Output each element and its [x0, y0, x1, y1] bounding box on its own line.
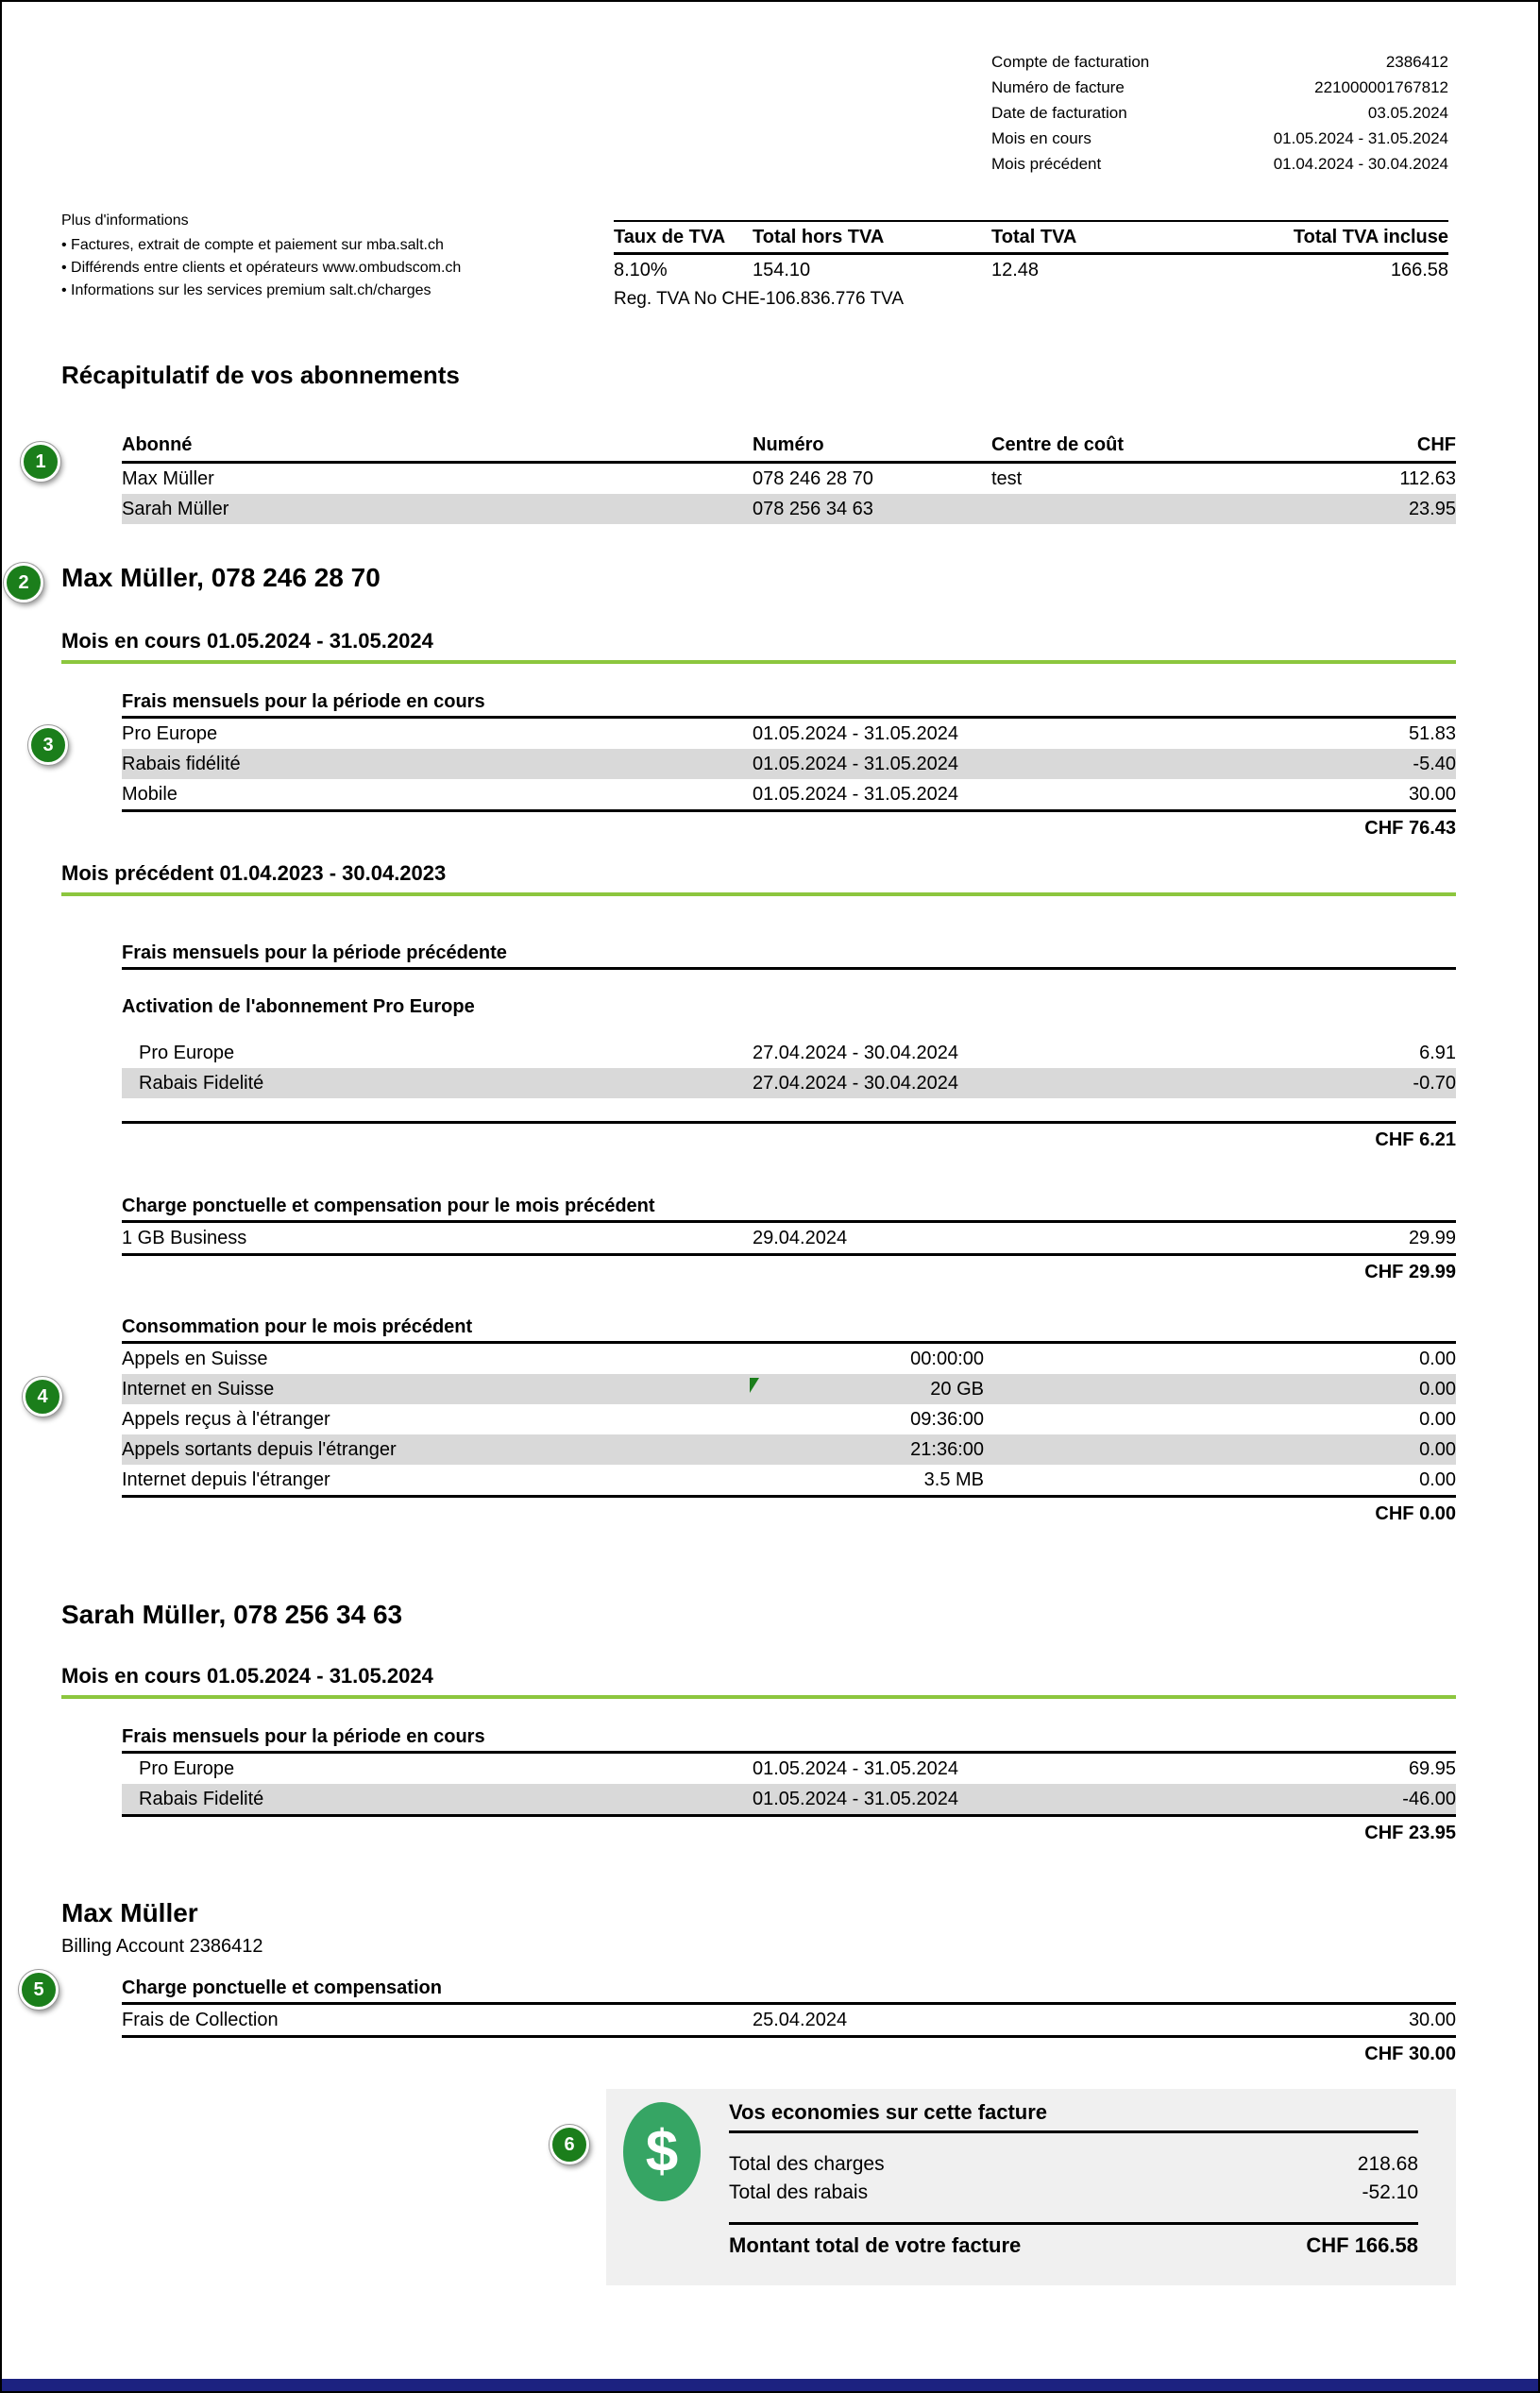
spacer	[729, 2133, 1418, 2150]
vat-col-incl: Total TVA incluse	[1293, 227, 1448, 247]
table-total: CHF 29.99	[1364, 1262, 1456, 1282]
subscriber-name: Max Müller	[122, 468, 214, 489]
usage-label: Internet en Suisse	[122, 1379, 275, 1400]
summary-table	[122, 429, 1456, 524]
charge-date: 25.04.2024	[753, 2010, 848, 2030]
table-row	[122, 749, 1456, 779]
table-row	[122, 1038, 1456, 1068]
usage-value: 21:36:00	[910, 1439, 984, 1460]
annotation-badge-2: 2	[4, 563, 43, 602]
summary-header-row	[122, 429, 1456, 464]
subscriber-cost-center	[991, 494, 1295, 524]
usage-value: 20 GB	[930, 1379, 984, 1400]
billing-header-row	[991, 151, 1448, 177]
invoice-number-label: Numéro de facture	[991, 78, 1125, 96]
usage-label: Appels reçus à l'étranger	[122, 1409, 330, 1430]
table-total: CHF 0.00	[1375, 1503, 1456, 1524]
table-header: Charge ponctuelle et compensation	[122, 1974, 1456, 2005]
annotation-badge-3: 3	[28, 725, 68, 765]
subscriber-number: 078 246 28 70	[753, 468, 873, 489]
usage-value: 09:36:00	[910, 1409, 984, 1430]
table-total: CHF 6.21	[1375, 1129, 1456, 1150]
charges-total-amount: 218.68	[1357, 2153, 1418, 2175]
subscriber-amount: 112.63	[1399, 468, 1456, 489]
billing-header	[991, 49, 1448, 177]
fee-amount: 30.00	[1408, 784, 1456, 805]
subscriber-amount: 23.95	[1408, 499, 1456, 519]
invoice-total-label: Montant total de votre facture	[729, 2233, 1022, 2257]
discounts-total-label: Total des rabais	[729, 2181, 869, 2203]
charge-date: 29.04.2024	[753, 1228, 848, 1248]
more-info-bullet: • Informations sur les services premium salt.ch/charges	[61, 280, 590, 302]
fee-amount: 6.91	[1419, 1043, 1456, 1063]
current-month-heading: Mois en cours 01.05.2024 - 31.05.2024	[61, 629, 433, 653]
more-info-bullet: • Différends entre clients et opérateurs www.ombudscom.ch	[61, 257, 590, 280]
table-row	[122, 719, 1456, 749]
annotation-badge-6: 6	[550, 2125, 589, 2164]
table-total: CHF 30.00	[1364, 2044, 1456, 2064]
table-row	[122, 1344, 1456, 1374]
table-header: Consommation pour le mois précédent	[122, 1313, 1456, 1344]
fee-label: Pro Europe	[139, 1758, 235, 1779]
savings-row	[729, 2179, 1418, 2207]
fee-amount: 69.95	[1408, 1758, 1456, 1779]
invoice-number-value: 221000001767812	[1314, 78, 1448, 96]
vat-total-excl: 154.10	[753, 260, 811, 280]
summary-col-amount: CHF	[1416, 434, 1456, 455]
savings-box	[606, 2089, 1456, 2285]
fee-label: Pro Europe	[122, 723, 218, 744]
current-month-heading: Mois en cours 01.05.2024 - 31.05.2024	[61, 1664, 433, 1688]
sarah-current-month-heading-block	[61, 1664, 1456, 1699]
previous-month-heading: Mois précédent 01.04.2023 - 30.04.2023	[61, 861, 447, 885]
table-row	[122, 1434, 1456, 1465]
billing-header-row	[991, 126, 1448, 151]
fee-amount: -0.70	[1413, 1073, 1456, 1094]
usage-label: Internet depuis l'étranger	[122, 1469, 330, 1490]
account-one-time-charge-table	[122, 1974, 1456, 2070]
usage-label: Appels en Suisse	[122, 1349, 268, 1369]
previous-one-time-charge-table	[122, 1192, 1456, 1288]
fee-period: 01.05.2024 - 31.05.2024	[753, 754, 958, 774]
fee-label: Rabais Fidelité	[139, 1789, 264, 1809]
annotation-badge-4: 4	[23, 1377, 62, 1417]
green-divider	[61, 892, 1456, 896]
charge-label: 1 GB Business	[122, 1228, 247, 1248]
invoice-date-value: 03.05.2024	[1367, 104, 1448, 122]
max-section-heading: Max Müller, 078 246 28 70	[61, 563, 381, 592]
green-divider	[61, 660, 1456, 664]
billing-header-row	[991, 75, 1448, 100]
fee-label: Rabais Fidelité	[139, 1073, 264, 1094]
table-total: CHF 76.43	[1364, 818, 1456, 839]
table-header: Frais mensuels pour la période précédente	[122, 939, 1456, 970]
vat-table	[614, 220, 1448, 314]
billing-header-row	[991, 49, 1448, 75]
invoice-total-amount: CHF 166.58	[1306, 2233, 1418, 2257]
fee-period: 01.05.2024 - 31.05.2024	[753, 1758, 958, 1779]
consumption-table	[122, 1313, 1456, 1530]
usage-value: 3.5 MB	[923, 1469, 984, 1490]
current-month-value: 01.05.2024 - 31.05.2024	[1273, 129, 1448, 147]
summary-col-cost-center: Centre de coût	[991, 434, 1125, 455]
vat-header-row	[614, 220, 1448, 255]
summary-col-subscriber: Abonné	[122, 434, 193, 455]
billing-account-label: Compte de facturation	[991, 53, 1150, 71]
spacer	[984, 1404, 1248, 1434]
vat-total-incl: 166.58	[1390, 260, 1448, 280]
max-current-month-heading-block	[61, 629, 1456, 664]
savings-row	[729, 2150, 1418, 2179]
previous-monthly-fees-table	[122, 939, 1456, 1156]
vat-rate: 8.10%	[614, 260, 668, 280]
spacer	[122, 970, 1456, 994]
subscriber-name: Sarah Müller	[122, 499, 229, 519]
vat-col-vat: Total TVA	[991, 227, 1077, 247]
savings-content	[729, 2100, 1418, 2266]
fee-amount: 51.83	[1408, 723, 1456, 744]
billing-account-subheading: Billing Account 2386412	[61, 1936, 263, 1957]
summary-title: Récapitulatif de vos abonnements	[61, 361, 460, 389]
activation-subheader: Activation de l'abonnement Pro Europe	[122, 996, 475, 1017]
table-header: Frais mensuels pour la période en cours	[122, 687, 1456, 719]
table-row	[122, 1404, 1456, 1434]
dollar-icon: $	[623, 2102, 701, 2201]
charge-amount: 29.99	[1408, 1228, 1456, 1248]
sarah-section-heading: Sarah Müller, 078 256 34 63	[61, 1600, 403, 1629]
fee-amount: -46.00	[1402, 1789, 1456, 1809]
subscriber-number: 078 256 34 63	[753, 499, 873, 519]
fee-period: 01.05.2024 - 31.05.2024	[753, 723, 958, 744]
table-row	[122, 1068, 1456, 1098]
vat-total: 12.48	[991, 260, 1040, 280]
usage-marker-icon	[750, 1378, 759, 1393]
spacer	[984, 1434, 1248, 1465]
summary-col-number: Numéro	[753, 434, 824, 455]
table-row	[122, 1754, 1456, 1784]
spacer	[122, 1098, 1456, 1121]
fee-label: Rabais fidélité	[122, 754, 241, 774]
table-row	[122, 1784, 1456, 1814]
fee-period: 27.04.2024 - 30.04.2024	[753, 1043, 958, 1063]
fee-period: 27.04.2024 - 30.04.2024	[753, 1073, 958, 1094]
annotation-badge-1: 1	[21, 442, 60, 482]
fee-label: Pro Europe	[139, 1043, 235, 1063]
charge-amount: 30.00	[1408, 2010, 1456, 2030]
savings-total-row	[729, 2225, 1418, 2266]
green-divider	[61, 1695, 1456, 1699]
more-info-block	[61, 210, 590, 302]
charge-label: Frais de Collection	[122, 2010, 279, 2030]
table-row	[122, 2005, 1456, 2035]
usage-amount: 0.00	[1419, 1409, 1456, 1430]
subscriber-cost-center: test	[991, 468, 1023, 489]
spacer	[984, 1344, 1248, 1374]
annotation-badge-5: 5	[19, 1970, 59, 2010]
more-info-bullet: • Factures, extrait de compte et paiement sur mba.salt.ch	[61, 234, 590, 257]
usage-value: 00:00:00	[910, 1349, 984, 1369]
table-total: CHF 23.95	[1364, 1823, 1456, 1843]
previous-month-label: Mois précédent	[991, 155, 1102, 173]
account-section-heading: Max Müller	[61, 1898, 198, 1927]
table-row	[122, 779, 1456, 809]
usage-amount: 0.00	[1419, 1469, 1456, 1490]
more-info-title: Plus d'informations	[61, 212, 189, 229]
fee-period: 01.05.2024 - 31.05.2024	[753, 1789, 958, 1809]
table-row	[122, 494, 1456, 524]
billing-header-row	[991, 100, 1448, 126]
usage-amount: 0.00	[1419, 1379, 1456, 1400]
table-row	[122, 1223, 1456, 1253]
fee-period: 01.05.2024 - 31.05.2024	[753, 784, 958, 805]
spacer	[122, 1019, 1456, 1038]
spacer	[984, 1374, 1248, 1404]
usage-amount: 0.00	[1419, 1439, 1456, 1460]
spacer	[984, 1465, 1248, 1495]
vat-registration: Reg. TVA No CHE-106.836.776 TVA	[614, 289, 904, 309]
discounts-total-amount: -52.10	[1362, 2181, 1418, 2203]
savings-title: Vos economies sur cette facture	[729, 2100, 1418, 2133]
vat-col-excl: Total hors TVA	[753, 227, 885, 247]
table-row	[122, 1374, 1456, 1404]
previous-month-value: 01.04.2024 - 30.04.2024	[1273, 155, 1448, 173]
max-previous-month-heading-block	[61, 861, 1456, 896]
vat-values-row	[614, 255, 1448, 285]
bottom-bar	[2, 2379, 1538, 2391]
sarah-current-fees-table	[122, 1723, 1456, 1849]
usage-amount: 0.00	[1419, 1349, 1456, 1369]
vat-col-rate: Taux de TVA	[614, 227, 726, 247]
table-header: Charge ponctuelle et compensation pour le mois précédent	[122, 1192, 1456, 1223]
max-current-fees-table	[122, 687, 1456, 844]
table-header: Frais mensuels pour la période en cours	[122, 1723, 1456, 1754]
billing-account-value: 2386412	[1385, 53, 1448, 71]
fee-label: Mobile	[122, 784, 178, 805]
fee-amount: -5.40	[1413, 754, 1456, 774]
invoice-date-label: Date de facturation	[991, 104, 1127, 122]
current-month-label: Mois en cours	[991, 129, 1092, 147]
table-row	[122, 464, 1456, 494]
usage-label: Appels sortants depuis l'étranger	[122, 1439, 397, 1460]
table-row	[122, 1465, 1456, 1495]
charges-total-label: Total des charges	[729, 2153, 885, 2175]
